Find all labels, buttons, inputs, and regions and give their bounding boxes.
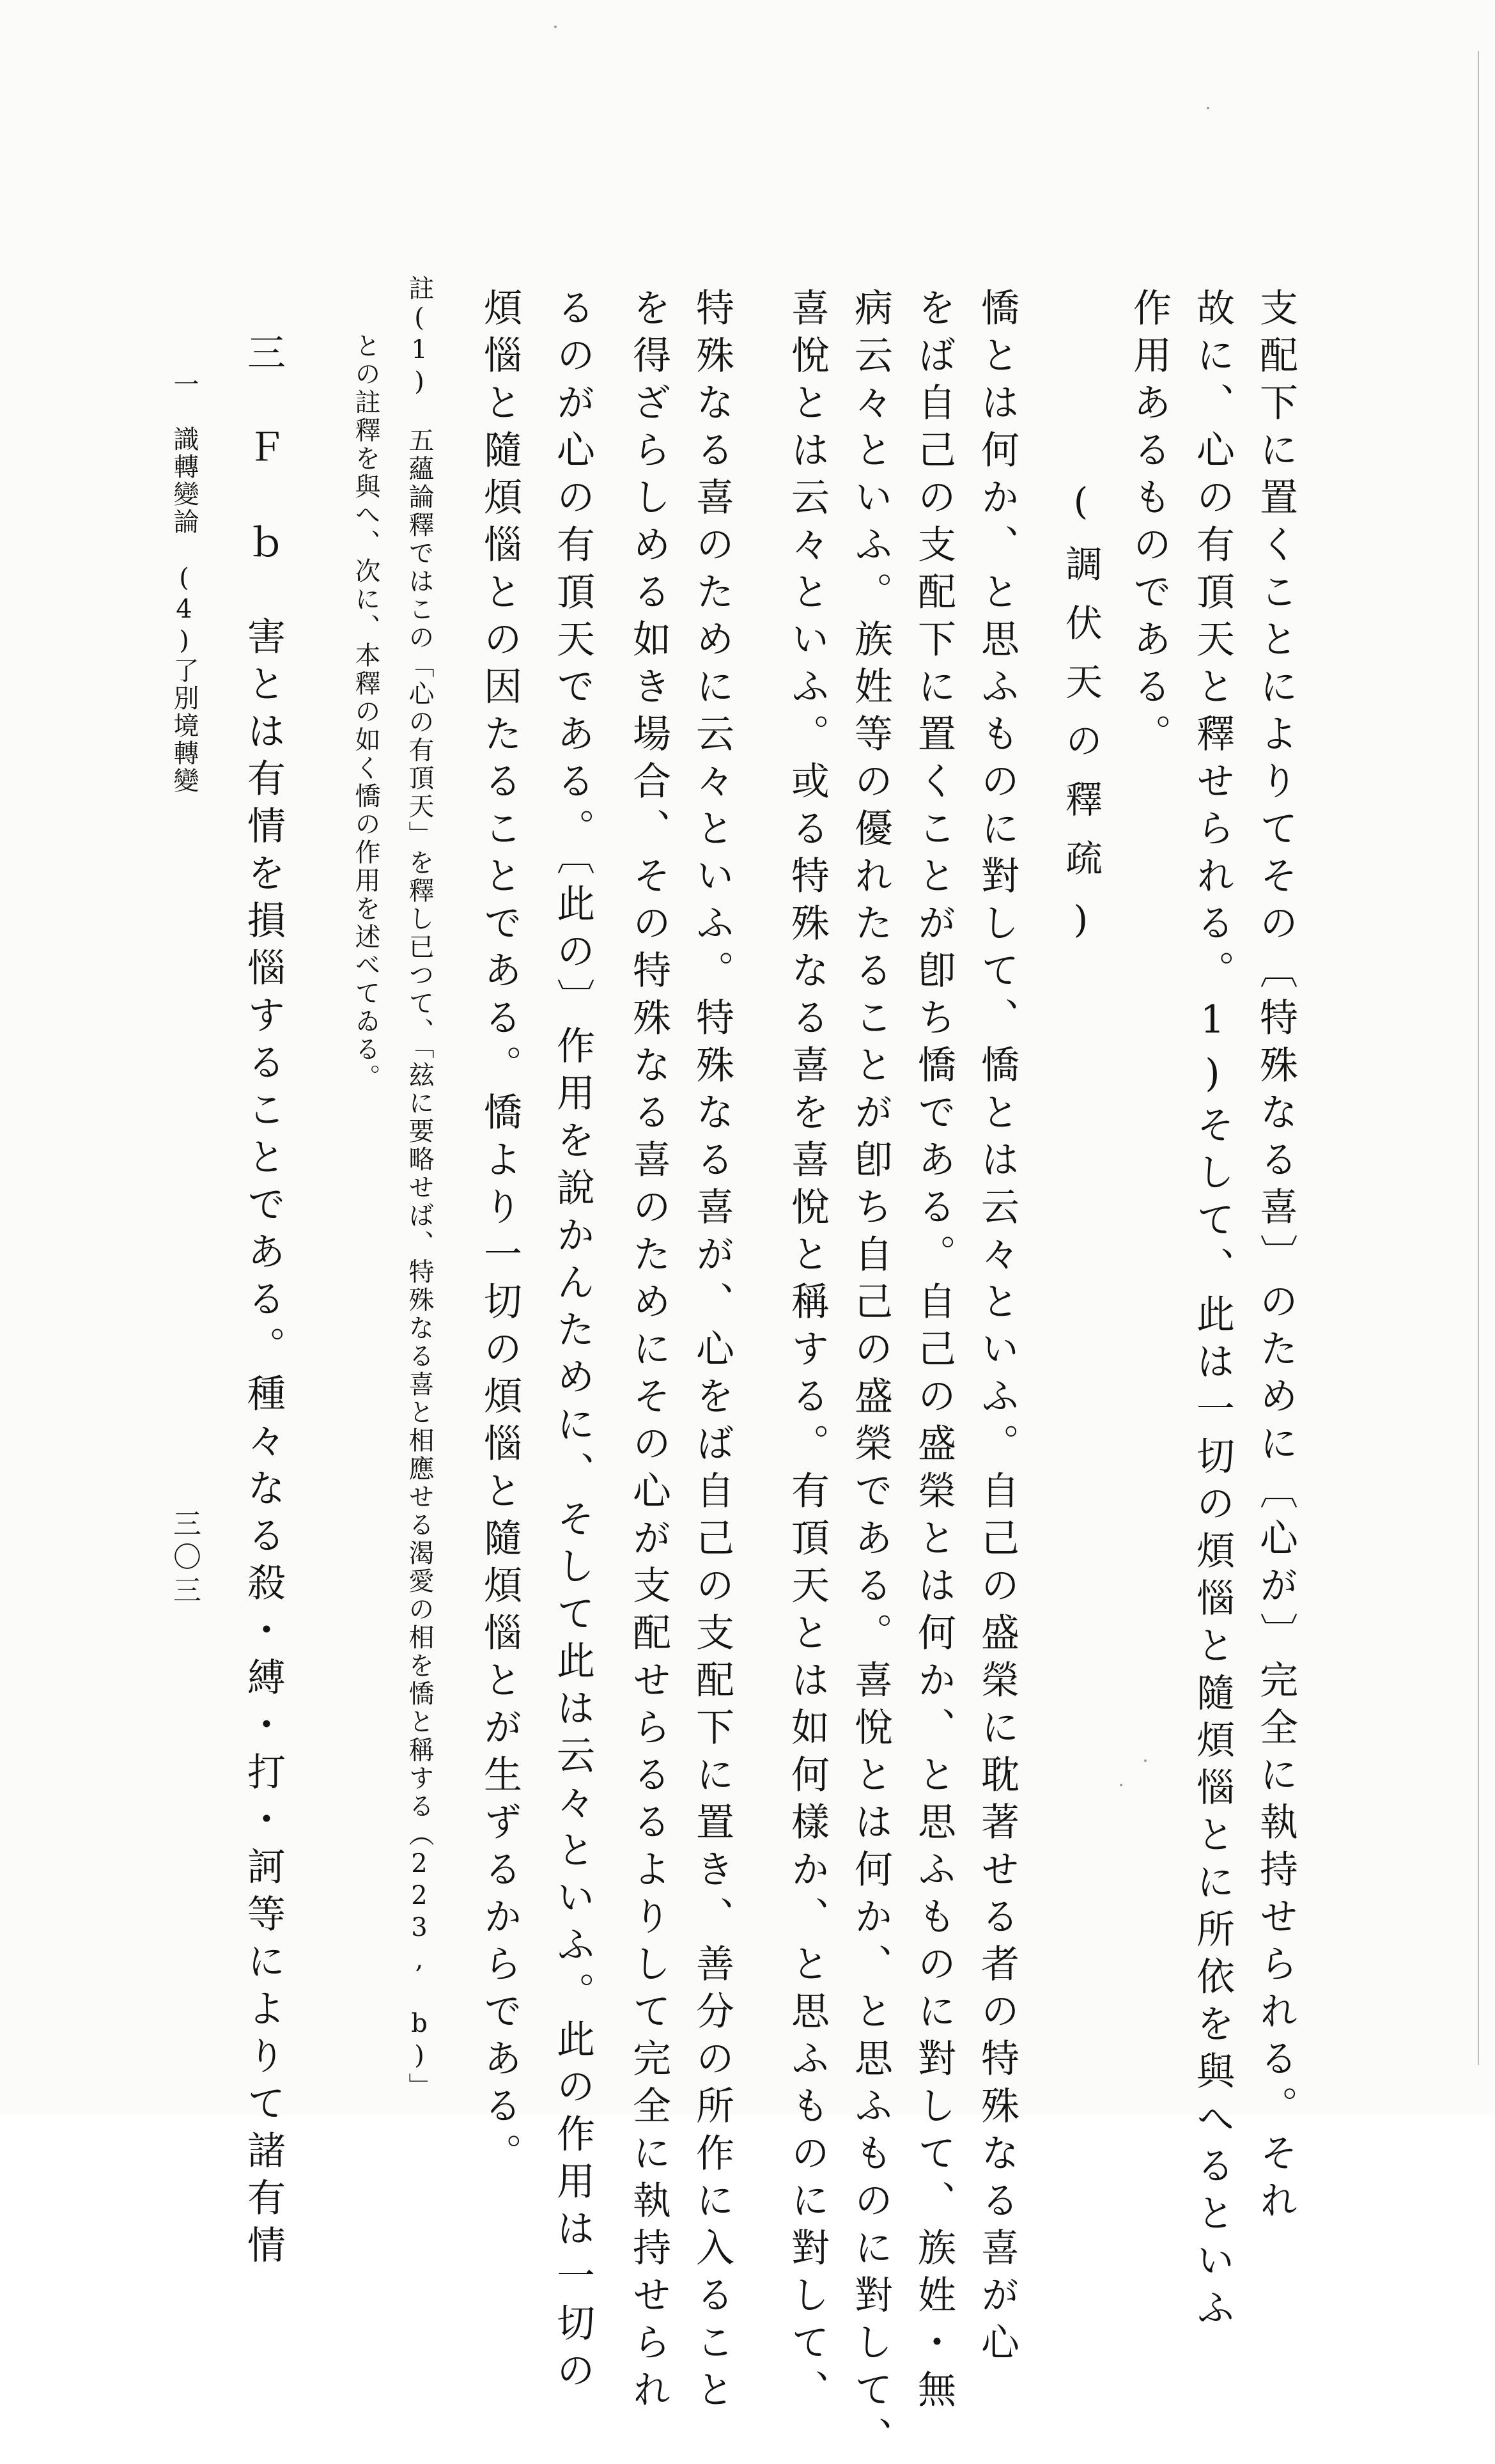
scan-speck	[1207, 107, 1209, 109]
scan-speck	[554, 26, 557, 28]
scan-edge-line	[1478, 51, 1479, 2065]
paragraph-2-line-8: 煩惱と隨煩惱との因たることである。憍より一切の煩惱と隨煩惱とが生ずるからである。	[477, 288, 522, 2180]
paragraph-2-line-4: 喜悅とは云々といふ。或る特殊なる喜を喜悅と稱する。有頂天とは如何樣か、と思ふものに對して、	[785, 288, 830, 2417]
footnote-line-1: 註(1) 五蘊論釋ではこの「心の有頂天」を釋し已つて、「玆に要略せば、特殊なる喜と相應せる渴愛の相を憍と稱する（223, b)」	[405, 275, 434, 2101]
paragraph-2-line-7: るのが心の有頂天である。〔此の〕作用を說かんために、そして此は云々といふ。此の作用は一切の	[550, 288, 595, 2398]
scan-speck	[1120, 1784, 1122, 1786]
running-title: 一 識轉變論 (4)了別境轉變	[169, 371, 199, 795]
page-number: 三〇三	[168, 1509, 201, 1609]
paragraph-2-line-3: 病云々といふ。族姓等の優れたることが卽ち自己の盛榮である。喜悅とは何か、と思ふものに對して、	[848, 288, 893, 2464]
paragraph-1-line-2: 故に、心の有頂天と釋せられる。1)そして、此は一切の煩惱と隨煩惱とに所依を與へるといふ	[1190, 288, 1235, 2335]
paragraph-2-line-6: を得ざらしめる如き場合、その特殊なる喜のためにその心が支配せらるるよりして完全に執持せられ	[626, 288, 671, 2417]
paragraph-1-line-3: 作用あるものである。	[1127, 288, 1172, 761]
scan-speck	[1144, 1759, 1147, 1762]
section-3-line-1: 三 Ｆ ｂ 害とは有情を損惱することである。種々なる殺・縛・打・訶等によりて諸有情	[241, 332, 286, 2272]
footnote-line-2: との註釋を與へ、次に、本釋の如く憍の作用を述べてゐる。	[351, 332, 380, 1092]
paragraph-2-line-5: 特殊なる喜のために云々といふ。特殊なる喜が、心をば自己の支配下に置き、善分の所作に入ること	[690, 288, 734, 2417]
section-heading: (調伏天の釋疏)	[1059, 480, 1103, 963]
paragraph-2-line-2: をば自己の支配下に置くことが卽ち憍である。自己の盛榮とは何か、と思ふものに對して、族姓・無	[911, 288, 956, 2417]
paragraph-1-line-1: 支配下に置くことによりてその〔特殊なる喜〕のために〔心が〕完全に執持せられる。それ	[1253, 288, 1298, 2227]
paragraph-2-line-1: 憍とは何か、と思ふものに對して、憍とは云々といふ。自己の盛榮に耽著せる者の特殊なる喜が心	[975, 288, 1019, 2369]
